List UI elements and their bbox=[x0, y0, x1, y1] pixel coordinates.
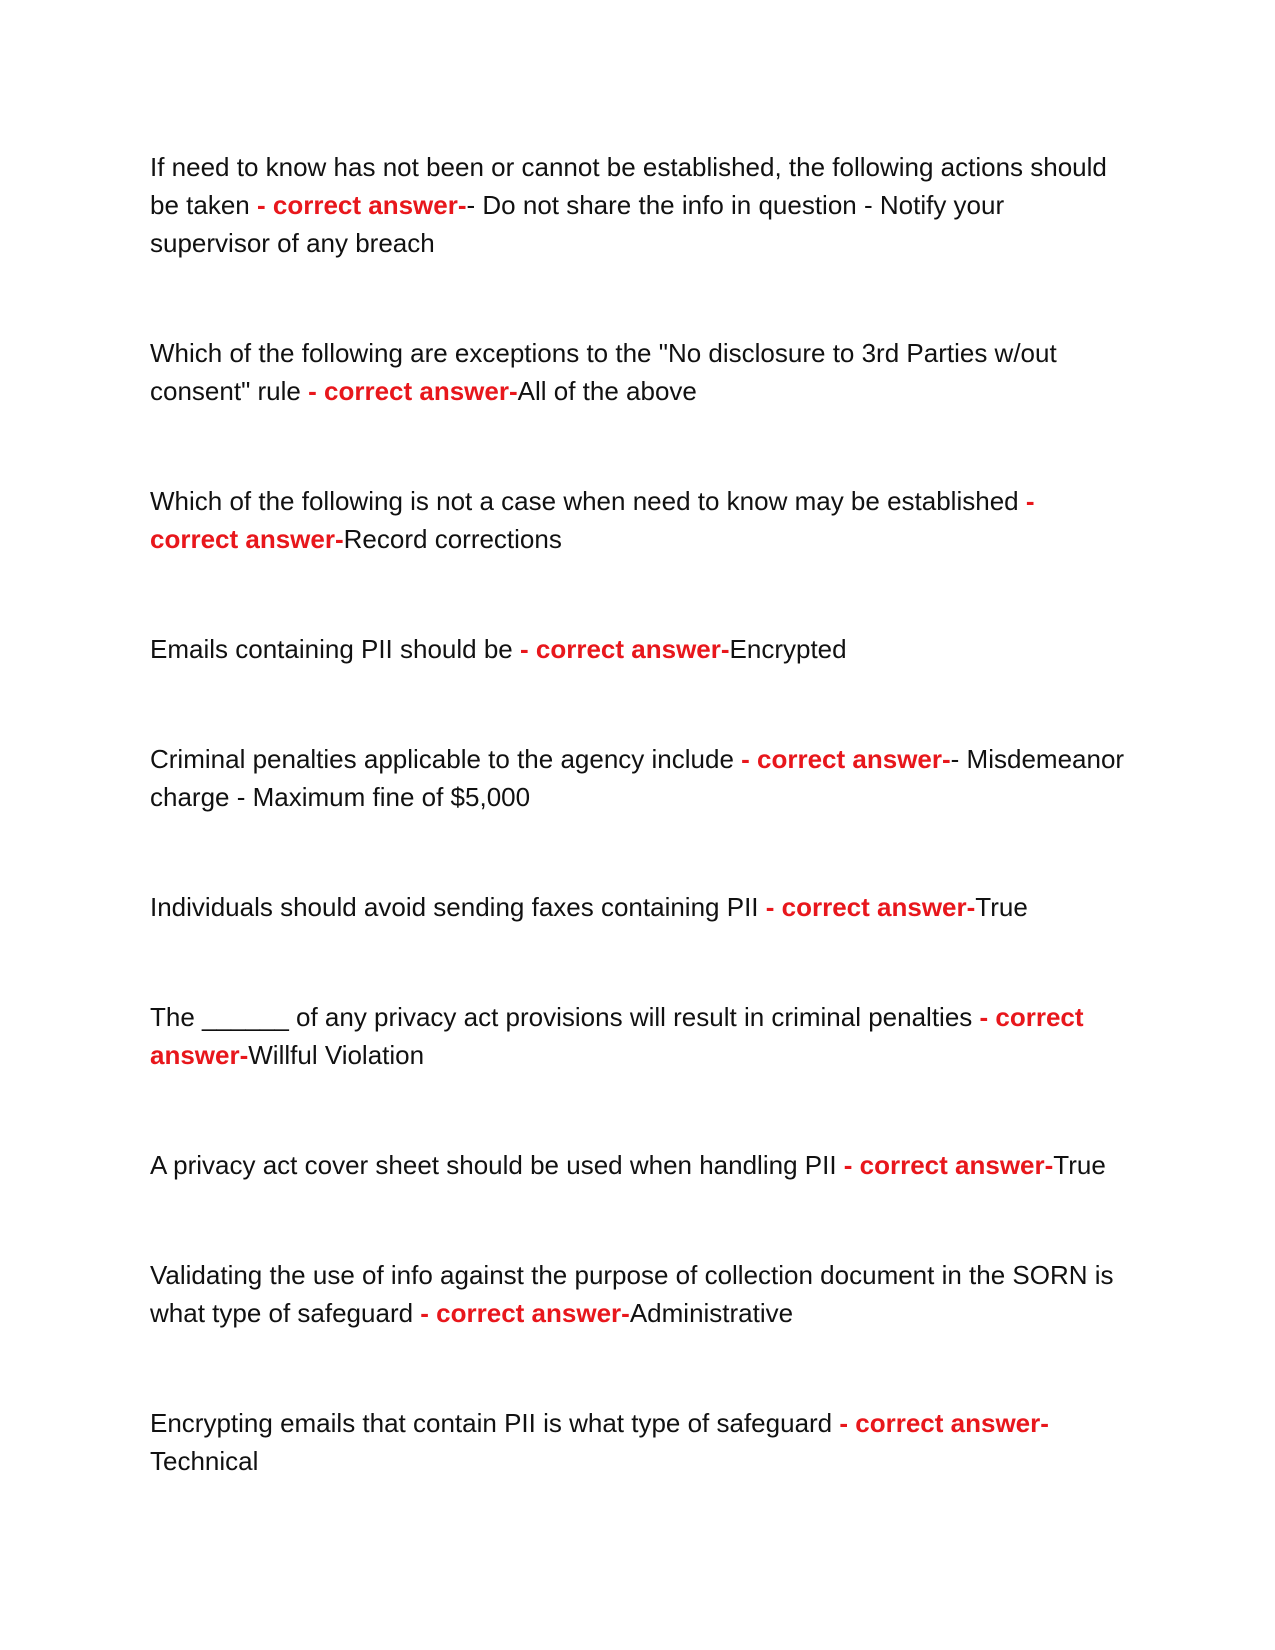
correct-answer-marker: - correct answer- bbox=[420, 1298, 630, 1328]
answer-text: Record corrections bbox=[343, 524, 562, 554]
qa-item-2 bbox=[150, 334, 1125, 410]
qa-item-9 bbox=[150, 1256, 1125, 1332]
correct-answer-marker: - correct answer- bbox=[150, 486, 1035, 554]
answer-text: All of the above bbox=[517, 376, 697, 406]
question-text: Emails containing PII should be bbox=[150, 634, 520, 664]
correct-answer-marker: - correct answer- bbox=[839, 1408, 1049, 1438]
answer-text: True bbox=[975, 892, 1028, 922]
question-text: Criminal penalties applicable to the agency include bbox=[150, 744, 742, 774]
correct-answer-marker: - correct answer- bbox=[308, 376, 518, 406]
answer-text: Technical bbox=[150, 1446, 259, 1476]
correct-answer-marker: - correct answer- bbox=[843, 1150, 1054, 1180]
question-text: A privacy act cover sheet should be used when handling PII bbox=[150, 1150, 844, 1180]
correct-answer-marker: - correct answer- bbox=[741, 744, 951, 774]
answer-text: Administrative bbox=[629, 1298, 794, 1328]
qa-item-7 bbox=[150, 998, 1125, 1074]
correct-answer-marker: - correct answer- bbox=[520, 634, 730, 664]
qa-item-6 bbox=[150, 888, 1125, 926]
question-text: The ______ of any privacy act provisions will result in criminal penalties bbox=[150, 1002, 980, 1032]
correct-answer-marker: - correct answer- bbox=[256, 190, 467, 220]
qa-item-8 bbox=[150, 1146, 1125, 1184]
answer-text: - Do not share the info in question - Notify your supervisor of any breach bbox=[150, 190, 1005, 258]
qa-item-5 bbox=[150, 740, 1125, 816]
question-text: Which of the following are exceptions to the "No disclosure to 3rd Parties w/out consent" rule bbox=[150, 338, 1057, 406]
qa-item-4 bbox=[150, 630, 1125, 668]
correct-answer-marker: - correct answer- bbox=[150, 1002, 1084, 1070]
question-text: Individuals should avoid sending faxes containing PII bbox=[150, 892, 766, 922]
answer-text: True bbox=[1053, 1150, 1106, 1180]
qa-item-3 bbox=[150, 482, 1125, 558]
answer-text: Willful Violation bbox=[248, 1040, 425, 1070]
answer-text: Encrypted bbox=[729, 634, 847, 664]
question-text: Encrypting emails that contain PII is what type of safeguard bbox=[150, 1408, 840, 1438]
qa-item-1 bbox=[150, 148, 1125, 262]
correct-answer-marker: - correct answer- bbox=[765, 892, 976, 922]
qa-item-10 bbox=[150, 1404, 1125, 1480]
answer-text: - Misdemeanor charge - Maximum fine of $5,000 bbox=[150, 744, 1125, 812]
question-text: If need to know has not been or cannot be established, the following actions should be taken bbox=[150, 152, 1107, 220]
question-text: Validating the use of info against the purpose of collection document in the SORN is what type of safeguard bbox=[150, 1260, 1114, 1328]
question-text: Which of the following is not a case when need to know may be established bbox=[150, 486, 1026, 516]
